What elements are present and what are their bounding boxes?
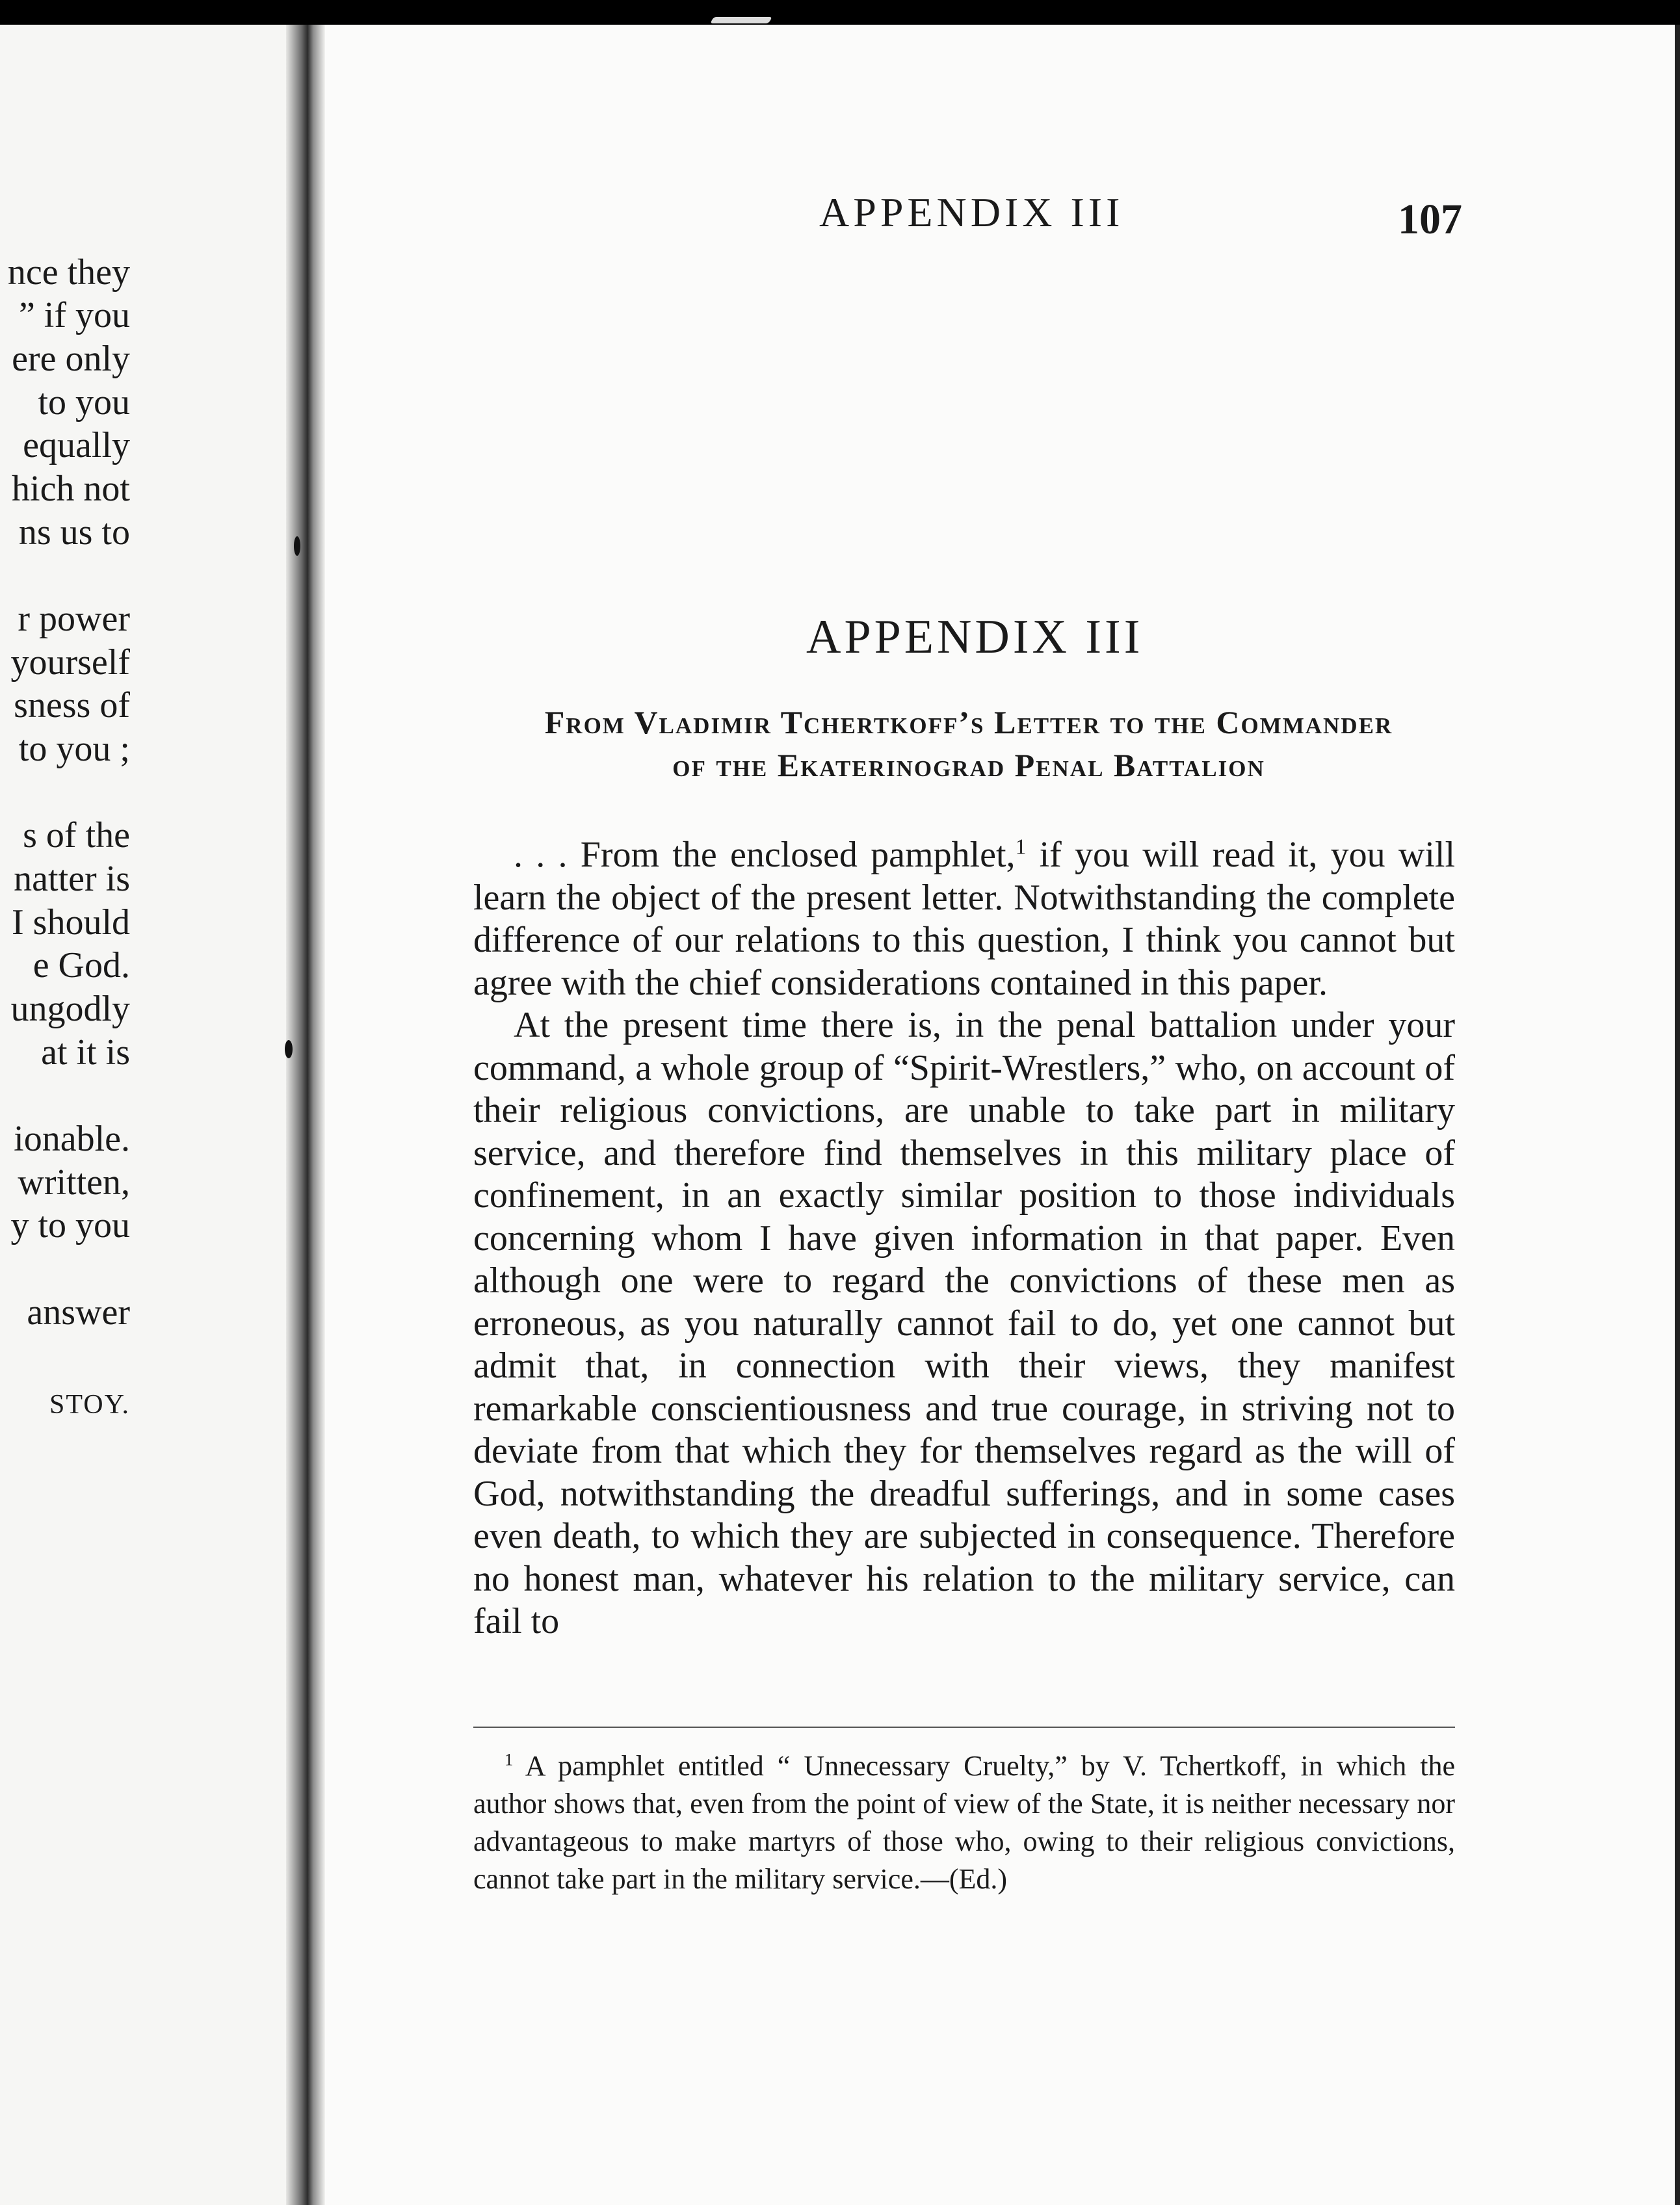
paragraph-text: . . . From the enclosed pamphlet, <box>514 835 1016 875</box>
left-fragment: STOY. <box>49 1390 130 1420</box>
left-fragment: natter is <box>14 859 130 899</box>
left-fragment: at it is <box>41 1032 130 1073</box>
book-gutter <box>286 25 325 2205</box>
left-fragment: ns us to <box>18 512 130 553</box>
paragraph-text: if you will read it, you will learn the object of the present letter. Notwithstanding the complete difference of our relations to this question, I think you cannot but agree with the chief considerations contained in this paper. <box>473 835 1456 1003</box>
body-text <box>473 834 1455 1643</box>
footnote <box>473 1747 1455 1898</box>
left-fragment: written, <box>18 1162 130 1203</box>
left-fragment: ungodly <box>10 989 130 1029</box>
left-fragment: ere only <box>12 339 130 379</box>
footnote-number: 1 <box>505 1749 514 1769</box>
running-head: APPENDIX III <box>819 189 1124 235</box>
left-fragment: y to you <box>10 1205 130 1246</box>
left-fragment: yourself <box>10 642 130 683</box>
book-page <box>325 25 1680 2205</box>
left-fragment: answer <box>27 1292 130 1333</box>
left-fragment: sness of <box>14 685 130 725</box>
subtitle-line: From Vladimir Tchertkoff’s Letter to the Commander <box>544 704 1393 740</box>
left-fragment: ” if you <box>18 295 130 335</box>
footnote-divider <box>473 1727 1455 1728</box>
spine-mark <box>285 1040 293 1058</box>
left-fragment: equally <box>23 425 130 465</box>
page-edge <box>1675 25 1680 2205</box>
left-fragment: s of the <box>23 815 130 855</box>
left-fragment: r power <box>18 599 130 639</box>
left-fragment: nce they <box>7 252 130 293</box>
chapter-title: APPENDIX III <box>806 610 1144 664</box>
spine-mark <box>294 536 300 556</box>
footnote-text: A pamphlet entitled “ Unnecessary Cruelty,” by V. Tchertkoff, in which the author shows that, even from the point of view of the State, it is neither necessary nor advantageous to make martyrs of those who, owing to their religious convictions, cannot take part in the military service.—(Ed.) <box>473 1750 1455 1895</box>
page-number: 107 <box>1398 196 1462 243</box>
left-fragment: e God. <box>33 945 130 985</box>
left-fragment: I should <box>12 902 130 943</box>
footnote-reference: 1 <box>1015 835 1027 859</box>
paragraph: At the present time there is, in the penal battalion under your command, a whole group of “Spirit-Wrestlers,” who, on account of their religious convictions, are unable to take part in military service, and therefore find themselves in this military place of confinement, in an exactly similar position to those individuals concerning whom I have given information in that paper. Even although one were to regard the convictions of these men as erroneous, as you naturally cannot fail to do, yet one cannot but admit that, in connection with their views, they manifest remarkable conscientiousness and true courage, in striving not to deviate from that which they for themselves regard as the will of God, notwithstanding the dreadful sufferings, and in some cases even death, to which they are subjected in consequence. Therefore no honest man, whatever his relation to the military service, can fail to <box>473 1005 1455 1641</box>
left-fragment: to you ; <box>18 729 130 769</box>
chapter-subtitle <box>481 701 1456 787</box>
paragraph <box>473 834 1455 1004</box>
scan-artifact <box>710 17 772 23</box>
left-fragment: hich not <box>12 469 130 509</box>
left-fragment: to you <box>38 382 130 423</box>
left-fragment: ionable. <box>14 1119 130 1159</box>
previous-page <box>0 25 306 2205</box>
subtitle-line: of the Ekaterinograd Penal Battalion <box>672 747 1265 783</box>
